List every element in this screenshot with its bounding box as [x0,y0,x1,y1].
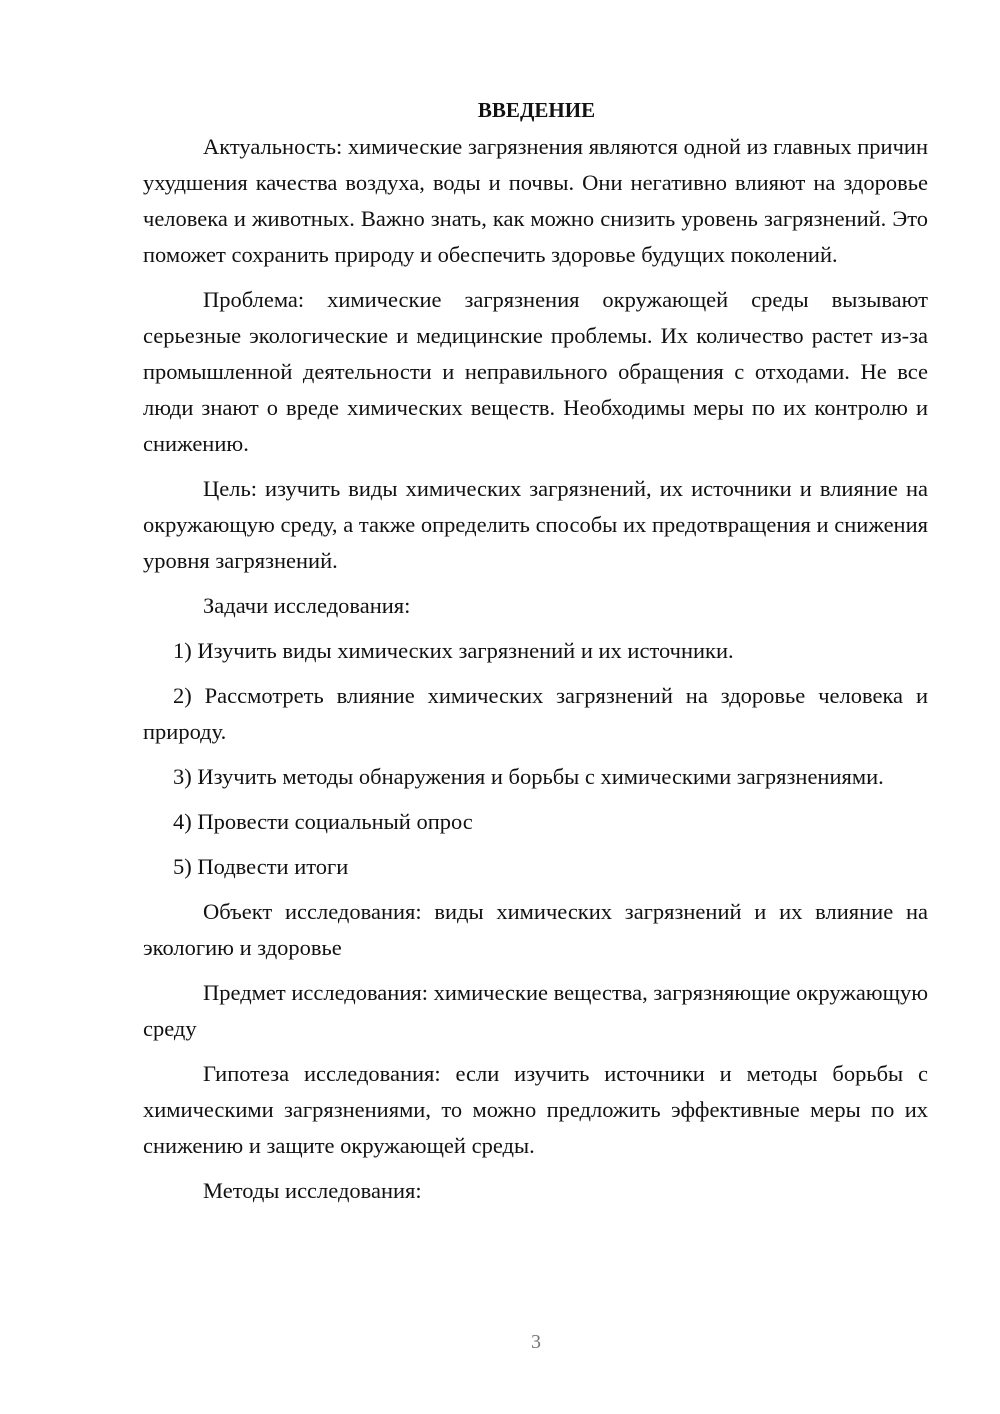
task-item-3: 3) Изучить методы обнаружения и борьбы с химическими загрязнениями. [173,764,884,789]
paragraph-object: Объект исследования: виды химических загрязнений и их влияние на экологию и здоровье [143,899,928,960]
task-item-4: 4) Провести социальный опрос [173,809,473,834]
page-number: 3 [531,1331,541,1353]
paragraph-problem: Проблема: химические загрязнения окружающей среды вызывают серьезные экологические и медицинские проблемы. Их количество растет из-за промышленной деятельности и неправильного обращения с отходами. Не все люди знают о вреде химических веществ. Необходимы меры по их контролю и снижению. [143,287,928,456]
document-body [143,92,928,1218]
paragraph-subject: Предмет исследования: химические вещества, загрязняющие окружающую среду [143,980,928,1041]
section-title: ВВЕДЕНИЕ [477,98,596,122]
paragraph-relevance: Актуальность: химические загрязнения являются одной из главных причин ухудшения качества воздуха, воды и почвы. Они негативно влияют на здоровье человека и животных. Важно знать, как можно снизить уровень загрязнений. Это поможет сохранить природу и обеспечить здоровье будущих поколений. [143,134,928,267]
paragraph-tasks-heading: Задачи исследования: [203,593,411,618]
paragraph-methods: Методы исследования: [203,1178,422,1203]
task-item-5: 5) Подвести итоги [173,854,349,879]
task-item-1: 1) Изучить виды химических загрязнений и их источники. [173,638,734,663]
paragraph-hypothesis: Гипотеза исследования: если изучить источники и методы борьбы с химическими загрязнениями, то можно предложить эффективные меры по их снижению и защите окружающей среды. [143,1061,928,1158]
task-item-2: 2) Рассмотреть влияние химических загрязнений на здоровье человека и природу. [143,683,928,744]
paragraph-goal: Цель: изучить виды химических загрязнений, их источники и влияние на окружающую среду, а также определить способы их предотвращения и снижения уровня загрязнений. [143,476,928,573]
